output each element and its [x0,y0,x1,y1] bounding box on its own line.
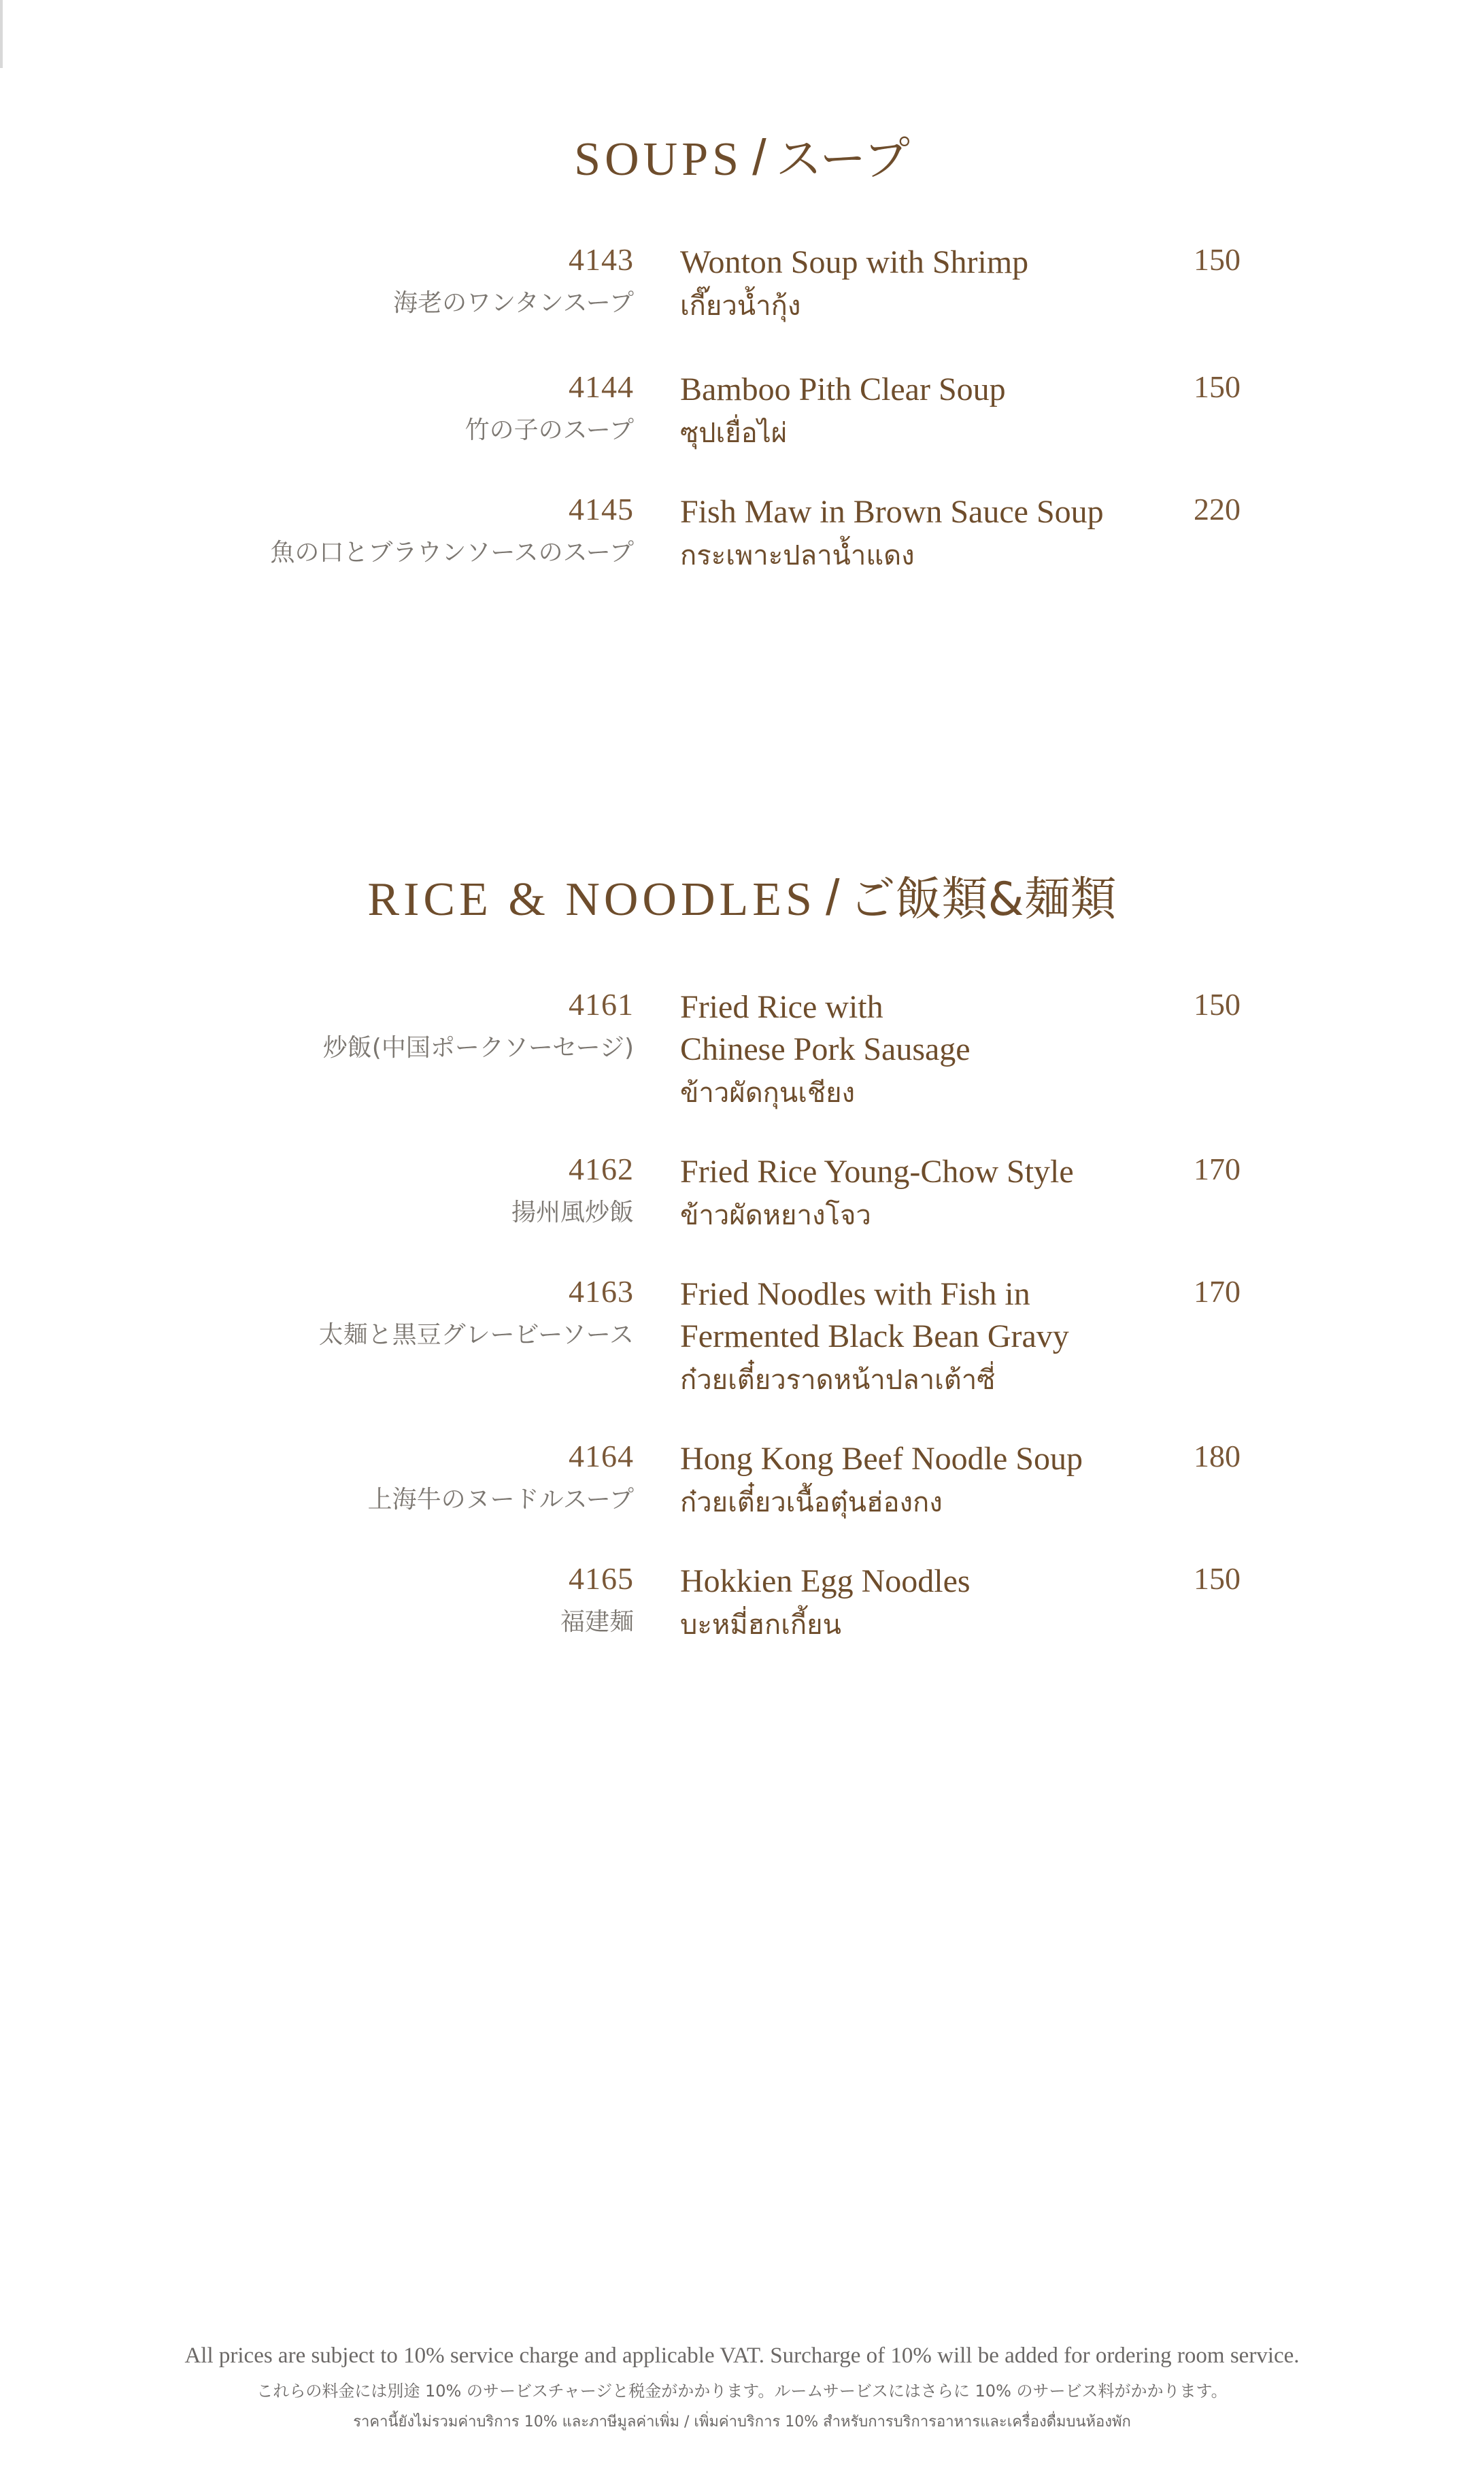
item-code: 4165 [569,1561,634,1596]
item-name-th: ก๋วยเตี๋ยวราดหน้าปลาเต้าซี่ [680,1365,996,1396]
item-name-en-line: Fish Maw in Brown Sauce Soup [680,494,1104,530]
item-name-th: เกี๊ยวน้ำกุ้ง [680,290,801,322]
footer-note-jp: これらの料金には別途 10% のサービスチャージと税金がかかります。ルームサービスにはさらに 10% のサービス料がかかります。 [256,2382,1228,2401]
item-name-jp: 炒飯(中国ポークソーセージ) [322,1034,634,1062]
item-price: 150 [1194,242,1241,277]
item-name-en-line: Hokkien Egg Noodles [680,1563,971,1599]
item-code: 4162 [569,1152,634,1186]
item-name-jp: 太麺と黒豆グレービーソース [318,1321,634,1349]
item-name-en [680,241,1028,284]
item-name-th: ซุปเยื่อไผ่ [680,418,788,449]
item-name-en [680,369,1006,411]
section-title-en: RICE & NOODLES [367,873,816,926]
item-code: 4161 [569,987,634,1022]
item-price: 150 [1194,1561,1241,1596]
item-price: 150 [1194,369,1241,404]
item-name-jp: 揚州風炒飯 [511,1199,634,1226]
item-name-th: ก๋วยเตี๋ยวเนื้อตุ๋นฮ่องกง [680,1487,943,1518]
item-code: 4145 [569,492,634,527]
item-name-en [680,1151,1074,1193]
item-price: 150 [1194,987,1241,1022]
section-title-rice-noodles [0,863,1484,929]
item-name-jp: 魚の口とブラウンソースのスープ [270,539,634,567]
page-edge [0,0,3,68]
item-name-th: ข้าวผัดกุนเชียง [680,1078,856,1109]
item-name-en-line: Wonton Soup with Shrimp [680,244,1029,280]
item-name-en [680,1438,1083,1480]
item-name-en [680,491,1104,533]
item-price: 170 [1194,1152,1241,1186]
item-price: 180 [1194,1439,1241,1473]
section-title-separator: / [825,869,840,926]
item-price: 220 [1194,492,1241,527]
section-title-soups [0,122,1484,188]
item-code: 4143 [569,242,634,277]
item-code: 4164 [569,1439,634,1473]
item-name-en-line: Fried Rice with [680,989,883,1025]
item-name-en [680,1273,1069,1358]
item-name-jp: 竹の子のスープ [465,416,634,444]
footer-note-th: ราคานี้ยังไม่รวมค่าบริการ 10% และภาษีมูลค่าเพิ่ม / เพิ่มค่าบริการ 10% สำหรับการบริการอาหารและเครื่องดื่มบนห้องพัก [353,2413,1131,2430]
item-name-th: กระเพาะปลาน้ำแดง [680,540,915,571]
item-name-th: ข้าวผัดหยางโจว [680,1200,871,1231]
item-name-jp: 海老のワンタンスープ [393,289,634,317]
footer-note-en: All prices are subject to 10% service charge and applicable VAT. Surcharge of 10% will be added for ordering room service. [184,2343,1300,2368]
item-name-th: บะหมี่ฮกเกี้ยน [680,1609,841,1641]
item-name-jp: 福建麺 [560,1608,634,1636]
item-name-en-line: Bamboo Pith Clear Soup [680,371,1006,407]
item-name-en [680,986,971,1071]
section-title-jp: ご飯類&麺類 [849,873,1117,926]
item-name-jp: 上海牛のヌードルスープ [367,1486,634,1514]
section-title-jp: スープ [775,133,910,186]
item-name-en-line: Chinese Pork Sausage [680,1031,971,1067]
item-code: 4144 [569,369,634,404]
section-title-en: SOUPS [574,133,743,186]
item-name-en [680,1560,971,1603]
item-price: 170 [1194,1274,1241,1309]
item-name-en-line: Hong Kong Beef Noodle Soup [680,1441,1083,1477]
section-title-separator: / [752,129,766,186]
item-name-en-line: Fermented Black Bean Gravy [680,1318,1069,1354]
item-name-en-line: Fried Noodles with Fish in [680,1276,1030,1312]
item-code: 4163 [569,1274,634,1309]
item-name-en-line: Fried Rice Young-Chow Style [680,1154,1074,1190]
